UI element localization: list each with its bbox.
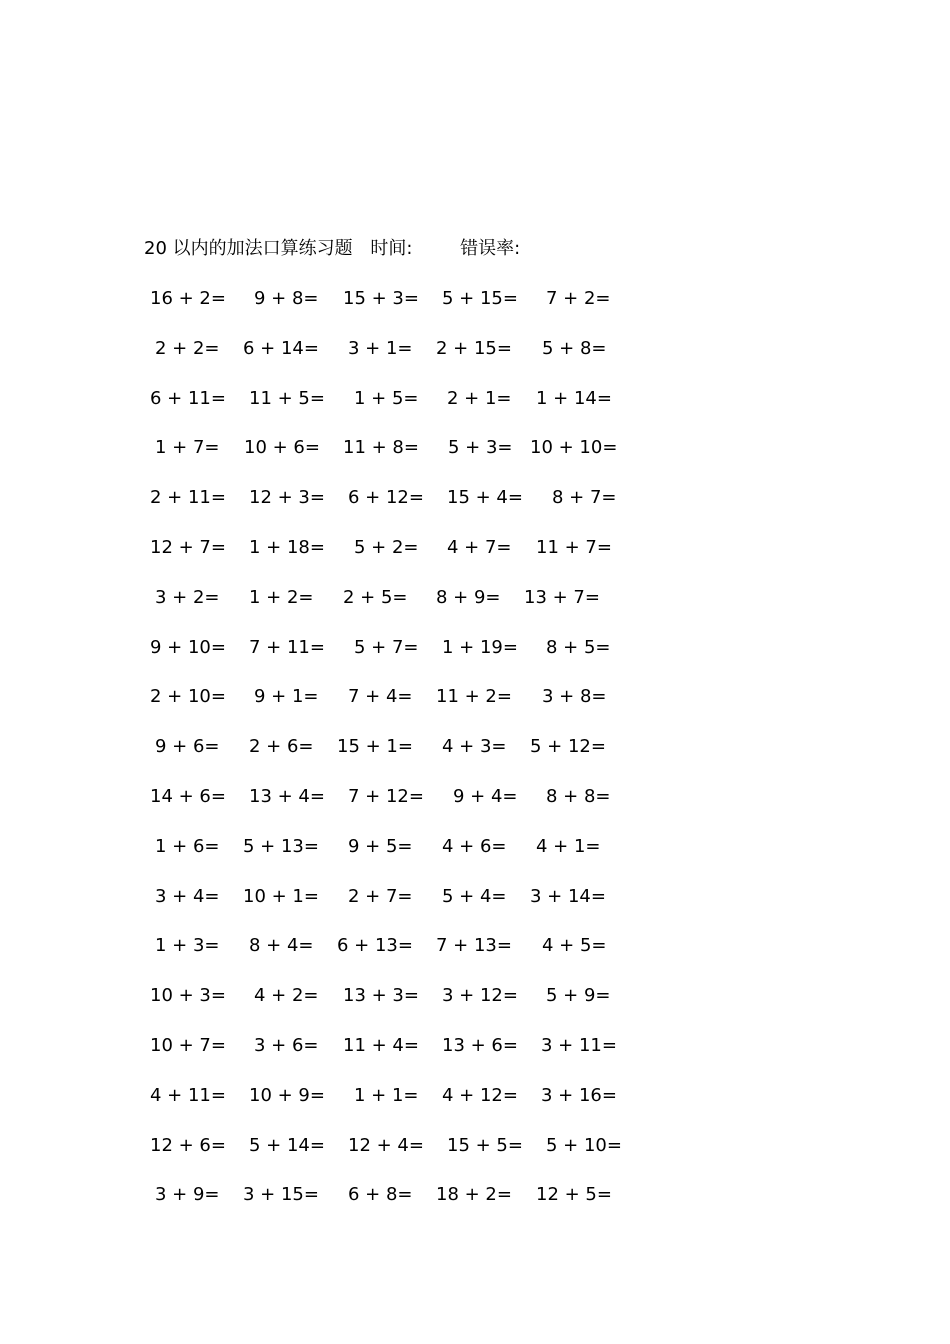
addition-problem: 10 + 1= bbox=[243, 885, 319, 907]
addition-problem: 10 + 9= bbox=[249, 1084, 325, 1106]
addition-problem: 3 + 14= bbox=[530, 885, 606, 907]
addition-problem: 2 + 6= bbox=[249, 736, 314, 758]
addition-problem: 5 + 15= bbox=[442, 288, 518, 309]
addition-problem: 4 + 6= bbox=[442, 835, 507, 857]
addition-problem: 3 + 4= bbox=[155, 885, 220, 907]
addition-problem: 3 + 1= bbox=[348, 337, 413, 359]
addition-problem: 1 + 1= bbox=[354, 1084, 419, 1106]
problem-row bbox=[0, 387, 950, 411]
problem-row bbox=[0, 885, 950, 909]
addition-problem: 5 + 14= bbox=[249, 1134, 325, 1156]
addition-problem: 5 + 13= bbox=[243, 835, 319, 857]
addition-problem: 15 + 1= bbox=[337, 736, 413, 758]
addition-problem: 10 + 3= bbox=[150, 985, 226, 1007]
addition-problem: 4 + 12= bbox=[442, 1084, 518, 1106]
addition-problem: 10 + 6= bbox=[244, 437, 320, 459]
addition-problem: 2 + 1= bbox=[447, 387, 512, 409]
addition-problem: 7 + 11= bbox=[249, 636, 325, 658]
problem-row bbox=[0, 486, 950, 510]
addition-problem: 9 + 5= bbox=[348, 835, 413, 857]
addition-problem: 7 + 2= bbox=[546, 288, 611, 309]
addition-problem: 3 + 6= bbox=[254, 1035, 319, 1056]
problem-row bbox=[0, 1134, 950, 1158]
addition-problem: 3 + 8= bbox=[542, 686, 607, 708]
addition-problem: 5 + 9= bbox=[546, 985, 611, 1007]
addition-problem: 13 + 7= bbox=[524, 586, 600, 608]
addition-problem: 10 + 7= bbox=[150, 1035, 226, 1056]
problem-row bbox=[0, 835, 950, 859]
addition-problem: 8 + 7= bbox=[552, 487, 617, 509]
problem-row bbox=[0, 536, 950, 560]
addition-problem: 1 + 14= bbox=[536, 387, 612, 409]
addition-problem: 11 + 4= bbox=[343, 1035, 419, 1056]
addition-problem: 1 + 5= bbox=[354, 387, 419, 409]
problem-row bbox=[0, 735, 950, 759]
problem-row bbox=[0, 586, 950, 610]
addition-problem: 13 + 3= bbox=[343, 985, 419, 1007]
addition-problem: 2 + 7= bbox=[348, 885, 413, 907]
addition-problem: 12 + 4= bbox=[348, 1134, 424, 1156]
addition-problem: 5 + 12= bbox=[530, 736, 606, 758]
problem-row bbox=[0, 287, 950, 311]
addition-problem: 4 + 1= bbox=[536, 835, 601, 857]
addition-problem: 2 + 15= bbox=[436, 337, 512, 359]
addition-problem: 4 + 3= bbox=[442, 736, 507, 758]
addition-problem: 1 + 19= bbox=[442, 636, 518, 658]
addition-problem: 9 + 10= bbox=[150, 636, 226, 658]
addition-problem: 6 + 12= bbox=[348, 487, 424, 509]
addition-problem: 4 + 5= bbox=[542, 935, 607, 957]
worksheet-title: 20 以内的加法口算练习题 bbox=[144, 238, 353, 259]
problem-row bbox=[0, 1183, 950, 1207]
addition-problem: 6 + 14= bbox=[243, 337, 319, 359]
addition-problem: 8 + 5= bbox=[546, 636, 611, 658]
addition-problem: 8 + 9= bbox=[436, 586, 501, 608]
addition-problem: 15 + 3= bbox=[343, 288, 419, 309]
addition-problem: 2 + 2= bbox=[155, 337, 220, 359]
addition-problem: 7 + 4= bbox=[348, 686, 413, 708]
addition-problem: 3 + 15= bbox=[243, 1184, 319, 1206]
addition-problem: 5 + 7= bbox=[354, 636, 419, 658]
addition-problem: 15 + 5= bbox=[447, 1134, 523, 1156]
problem-row bbox=[0, 636, 950, 660]
addition-problem: 12 + 5= bbox=[536, 1184, 612, 1206]
addition-problem: 13 + 6= bbox=[442, 1035, 518, 1056]
addition-problem: 8 + 8= bbox=[546, 786, 611, 807]
addition-problem: 9 + 1= bbox=[254, 686, 319, 708]
addition-problem: 11 + 8= bbox=[343, 437, 419, 459]
addition-problem: 5 + 10= bbox=[546, 1134, 622, 1156]
addition-problem: 7 + 13= bbox=[436, 935, 512, 957]
addition-problem: 1 + 6= bbox=[155, 835, 220, 857]
addition-problem: 10 + 10= bbox=[530, 437, 618, 459]
addition-problem: 3 + 11= bbox=[541, 1035, 617, 1056]
addition-problem: 1 + 7= bbox=[155, 437, 220, 459]
problem-row bbox=[0, 436, 950, 460]
addition-problem: 9 + 6= bbox=[155, 736, 220, 758]
addition-problem: 3 + 2= bbox=[155, 586, 220, 608]
error-rate-label: 错误率: bbox=[460, 238, 521, 259]
addition-problem: 9 + 4= bbox=[453, 786, 518, 807]
addition-problem: 9 + 8= bbox=[254, 288, 319, 309]
problem-row bbox=[0, 685, 950, 709]
problem-row bbox=[0, 1034, 950, 1058]
addition-problem: 1 + 3= bbox=[155, 935, 220, 957]
addition-problem: 6 + 8= bbox=[348, 1184, 413, 1206]
problem-row bbox=[0, 1084, 950, 1108]
addition-problem: 7 + 12= bbox=[348, 786, 424, 807]
addition-problem: 2 + 10= bbox=[150, 686, 226, 708]
addition-problem: 15 + 4= bbox=[447, 487, 523, 509]
addition-problem: 5 + 8= bbox=[542, 337, 607, 359]
addition-problem: 4 + 2= bbox=[254, 985, 319, 1007]
problem-row bbox=[0, 984, 950, 1008]
addition-problem: 3 + 12= bbox=[442, 985, 518, 1007]
addition-problem: 16 + 2= bbox=[150, 288, 226, 309]
time-label: 时间: bbox=[370, 238, 413, 259]
addition-problem: 12 + 7= bbox=[150, 537, 226, 558]
addition-problem: 8 + 4= bbox=[249, 935, 314, 957]
addition-problem: 12 + 3= bbox=[249, 487, 325, 509]
addition-problem: 2 + 5= bbox=[343, 586, 408, 608]
addition-problem: 3 + 9= bbox=[155, 1184, 220, 1206]
addition-problem: 5 + 2= bbox=[354, 537, 419, 558]
addition-problem: 18 + 2= bbox=[436, 1184, 512, 1206]
addition-problem: 5 + 3= bbox=[448, 437, 513, 459]
addition-problem: 13 + 4= bbox=[249, 786, 325, 807]
addition-problem: 5 + 4= bbox=[442, 885, 507, 907]
addition-problem: 4 + 7= bbox=[447, 537, 512, 558]
addition-problem: 6 + 11= bbox=[150, 387, 226, 409]
addition-problem: 11 + 5= bbox=[249, 387, 325, 409]
addition-problem: 2 + 11= bbox=[150, 487, 226, 509]
addition-problem: 12 + 6= bbox=[150, 1134, 226, 1156]
addition-problem: 6 + 13= bbox=[337, 935, 413, 957]
addition-problem: 1 + 18= bbox=[249, 537, 325, 558]
problem-row bbox=[0, 337, 950, 361]
addition-problem: 1 + 2= bbox=[249, 586, 314, 608]
problem-row bbox=[0, 934, 950, 958]
addition-problem: 14 + 6= bbox=[150, 786, 226, 807]
problem-row bbox=[0, 785, 950, 809]
addition-problem: 3 + 16= bbox=[541, 1084, 617, 1106]
addition-problem: 11 + 2= bbox=[436, 686, 512, 708]
addition-problem: 4 + 11= bbox=[150, 1084, 226, 1106]
addition-problem: 11 + 7= bbox=[536, 537, 612, 558]
